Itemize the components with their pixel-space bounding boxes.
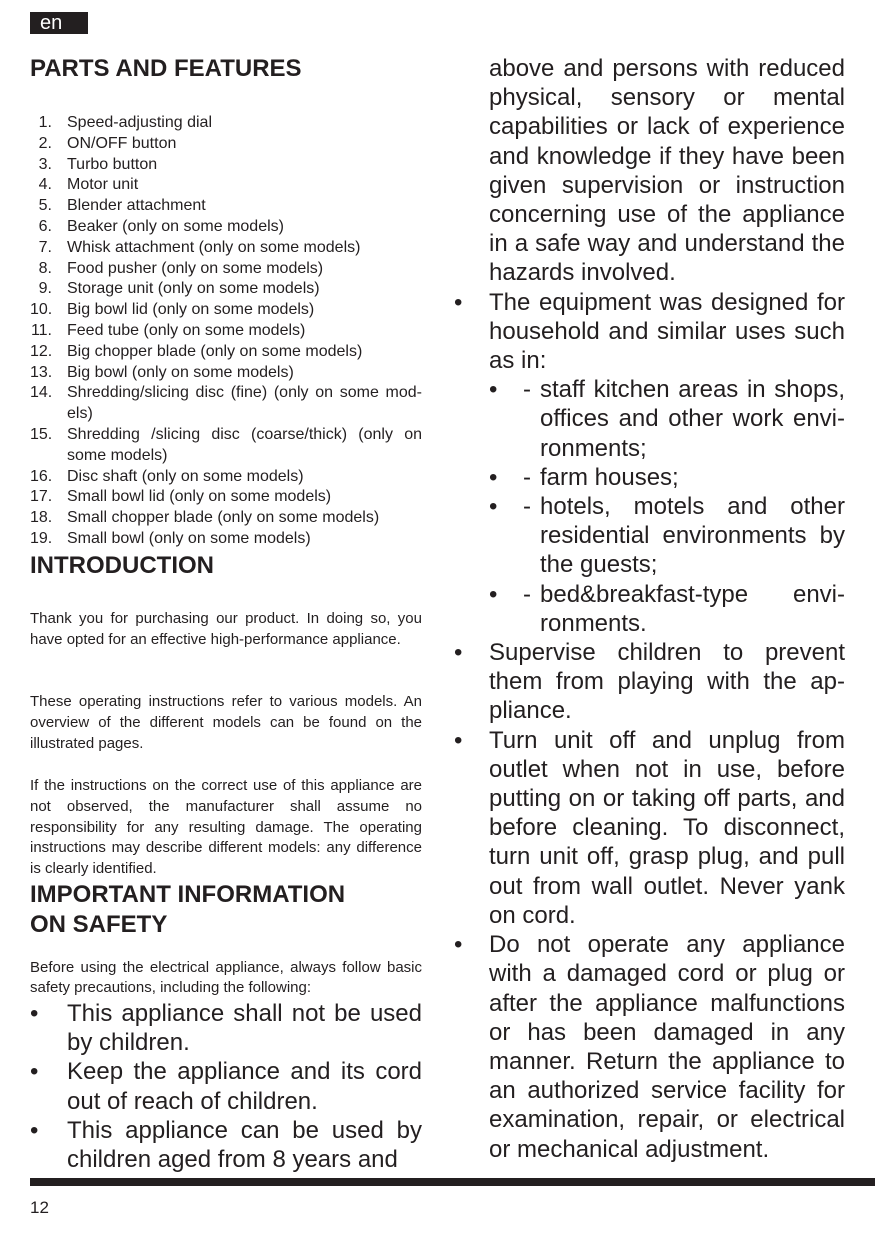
usage-environment-item: • - staff kitchen areas in shops, offices and other work environments; bbox=[489, 376, 845, 462]
parts-list-item: 1. Speed-adjusting dial bbox=[38, 114, 212, 131]
parts-list-item: 3. Turbo button bbox=[38, 155, 158, 173]
intro-paragraph: If the instructions on the correct use of this appliance are not observed, the manufacturer shall assume no responsibility for any resulting damage. The operating instructions may describe different models: any difference is clearly identified. bbox=[30, 777, 422, 878]
parts-list bbox=[30, 113, 422, 550]
parts-heading: PARTS AND FEATURES bbox=[30, 55, 302, 82]
page-number: 12 bbox=[30, 1198, 49, 1217]
safety-item: • Turn unit off and unplug from outlet when not in use, before putting on or taking off parts, and before cleaning. To disconnect, turn unit off, grasp plug, and pull out from wall outlet. Never yank on cord. bbox=[454, 726, 845, 929]
parts-list-item: 4. Motor unit bbox=[38, 176, 139, 194]
usage-environment-item: • - hotels, motels and other residential environments by the guests; bbox=[489, 493, 845, 579]
intro-paragraph: These operating instructions refer to various models. An overview of the different models can be found on the illustrated pages. bbox=[30, 693, 422, 752]
parts-list-item: 16. Disc shaft (only on some models) bbox=[30, 467, 304, 485]
language-tab: en bbox=[30, 12, 88, 34]
usage-environment-list bbox=[489, 375, 845, 638]
parts-list-item: 6. Beaker (only on some models) bbox=[38, 217, 284, 235]
parts-list-item: 9. Storage unit (only on some models) bbox=[38, 280, 320, 298]
footer-rule bbox=[30, 1178, 875, 1186]
parts-list-item: 10. Big bowl lid (only on some models) bbox=[30, 301, 315, 319]
usage-environment-item: • - farm houses; bbox=[489, 463, 679, 491]
safety-item: • Do not operate any appliance with a damaged cord or plug or after the appliance malfunctions or has been damaged in any manner. Return the appliance to an authorized service facility for examination, repair, or electrical or mechanical adjustment. bbox=[454, 931, 845, 1163]
parts-list-item: 7. Whisk attachment (only on some models) bbox=[38, 238, 361, 256]
right-column bbox=[454, 54, 845, 1164]
usage-environment-item: • - bed&breakfast-type environments. bbox=[489, 580, 845, 637]
parts-list-item: 12. Big chopper blade (only on some models) bbox=[30, 342, 363, 360]
parts-list-item: 13. Big bowl (only on some models) bbox=[30, 363, 294, 381]
safety-item: • Keep the appliance and its cord out of reach of children. bbox=[30, 1058, 422, 1115]
safety-intro-text: Before using the electrical appliance, always follow basic safety precautions, including the following: bbox=[30, 959, 422, 996]
safety-item: • Supervise children to prevent them from playing with the appliance. bbox=[454, 639, 845, 725]
safety-list-left bbox=[30, 999, 422, 1174]
safety-continuation: above and persons with reduced physical, sensory or mental capabilities or lack of experience and knowledge if they have been given supervision or instruction concerning use of the appliance in a safe way and understand the hazards involved. bbox=[489, 55, 845, 287]
left-column bbox=[30, 54, 422, 1174]
safety-item: • This appliance shall not be used by children. bbox=[30, 1000, 422, 1057]
safety-item: • This appliance can be used by children aged from 8 years and bbox=[30, 1116, 422, 1174]
parts-list-item: 17. Small bowl lid (only on some models) bbox=[30, 488, 332, 506]
parts-list-item: 5. Blender attachment bbox=[38, 197, 206, 215]
safety-heading bbox=[30, 880, 422, 940]
parts-list-item: 18. Small chopper blade (only on some models) bbox=[30, 509, 380, 527]
parts-list-item: 19. Small bowl (only on some models) bbox=[30, 529, 311, 547]
safety-heading-line1: IMPORTANT INFORMATION bbox=[30, 881, 346, 908]
intro-paragraph: Thank you for purchasing our product. In doing so, you have opted for an effective high-performance appliance. bbox=[30, 610, 422, 648]
parts-list-item: 8. Food pusher (only on some models) bbox=[38, 259, 324, 277]
parts-list-item: 11. Feed tube (only on some models) bbox=[30, 321, 306, 339]
safety-list-right bbox=[454, 288, 845, 1164]
parts-list-item: 2. ON/OFF button bbox=[38, 134, 177, 152]
introduction-heading: INTRODUCTION bbox=[30, 552, 214, 579]
safety-heading-line2: ON SAFETY bbox=[30, 911, 168, 938]
safety-item: • The equipment was designed for household and similar uses such as in: • - staff kitchen areas in shops, offices and other work environments; • - farm houses; • - hotels, motels and other residential environments by the guests; • - bed&breakfast-type environments. bbox=[454, 288, 845, 637]
parts-list-item: 14. Shredding/slicing disc (fine) (only on some models) bbox=[30, 384, 422, 423]
parts-list-item: 15. Shredding /slicing disc (coarse/thick) (only on some models) bbox=[30, 425, 422, 464]
